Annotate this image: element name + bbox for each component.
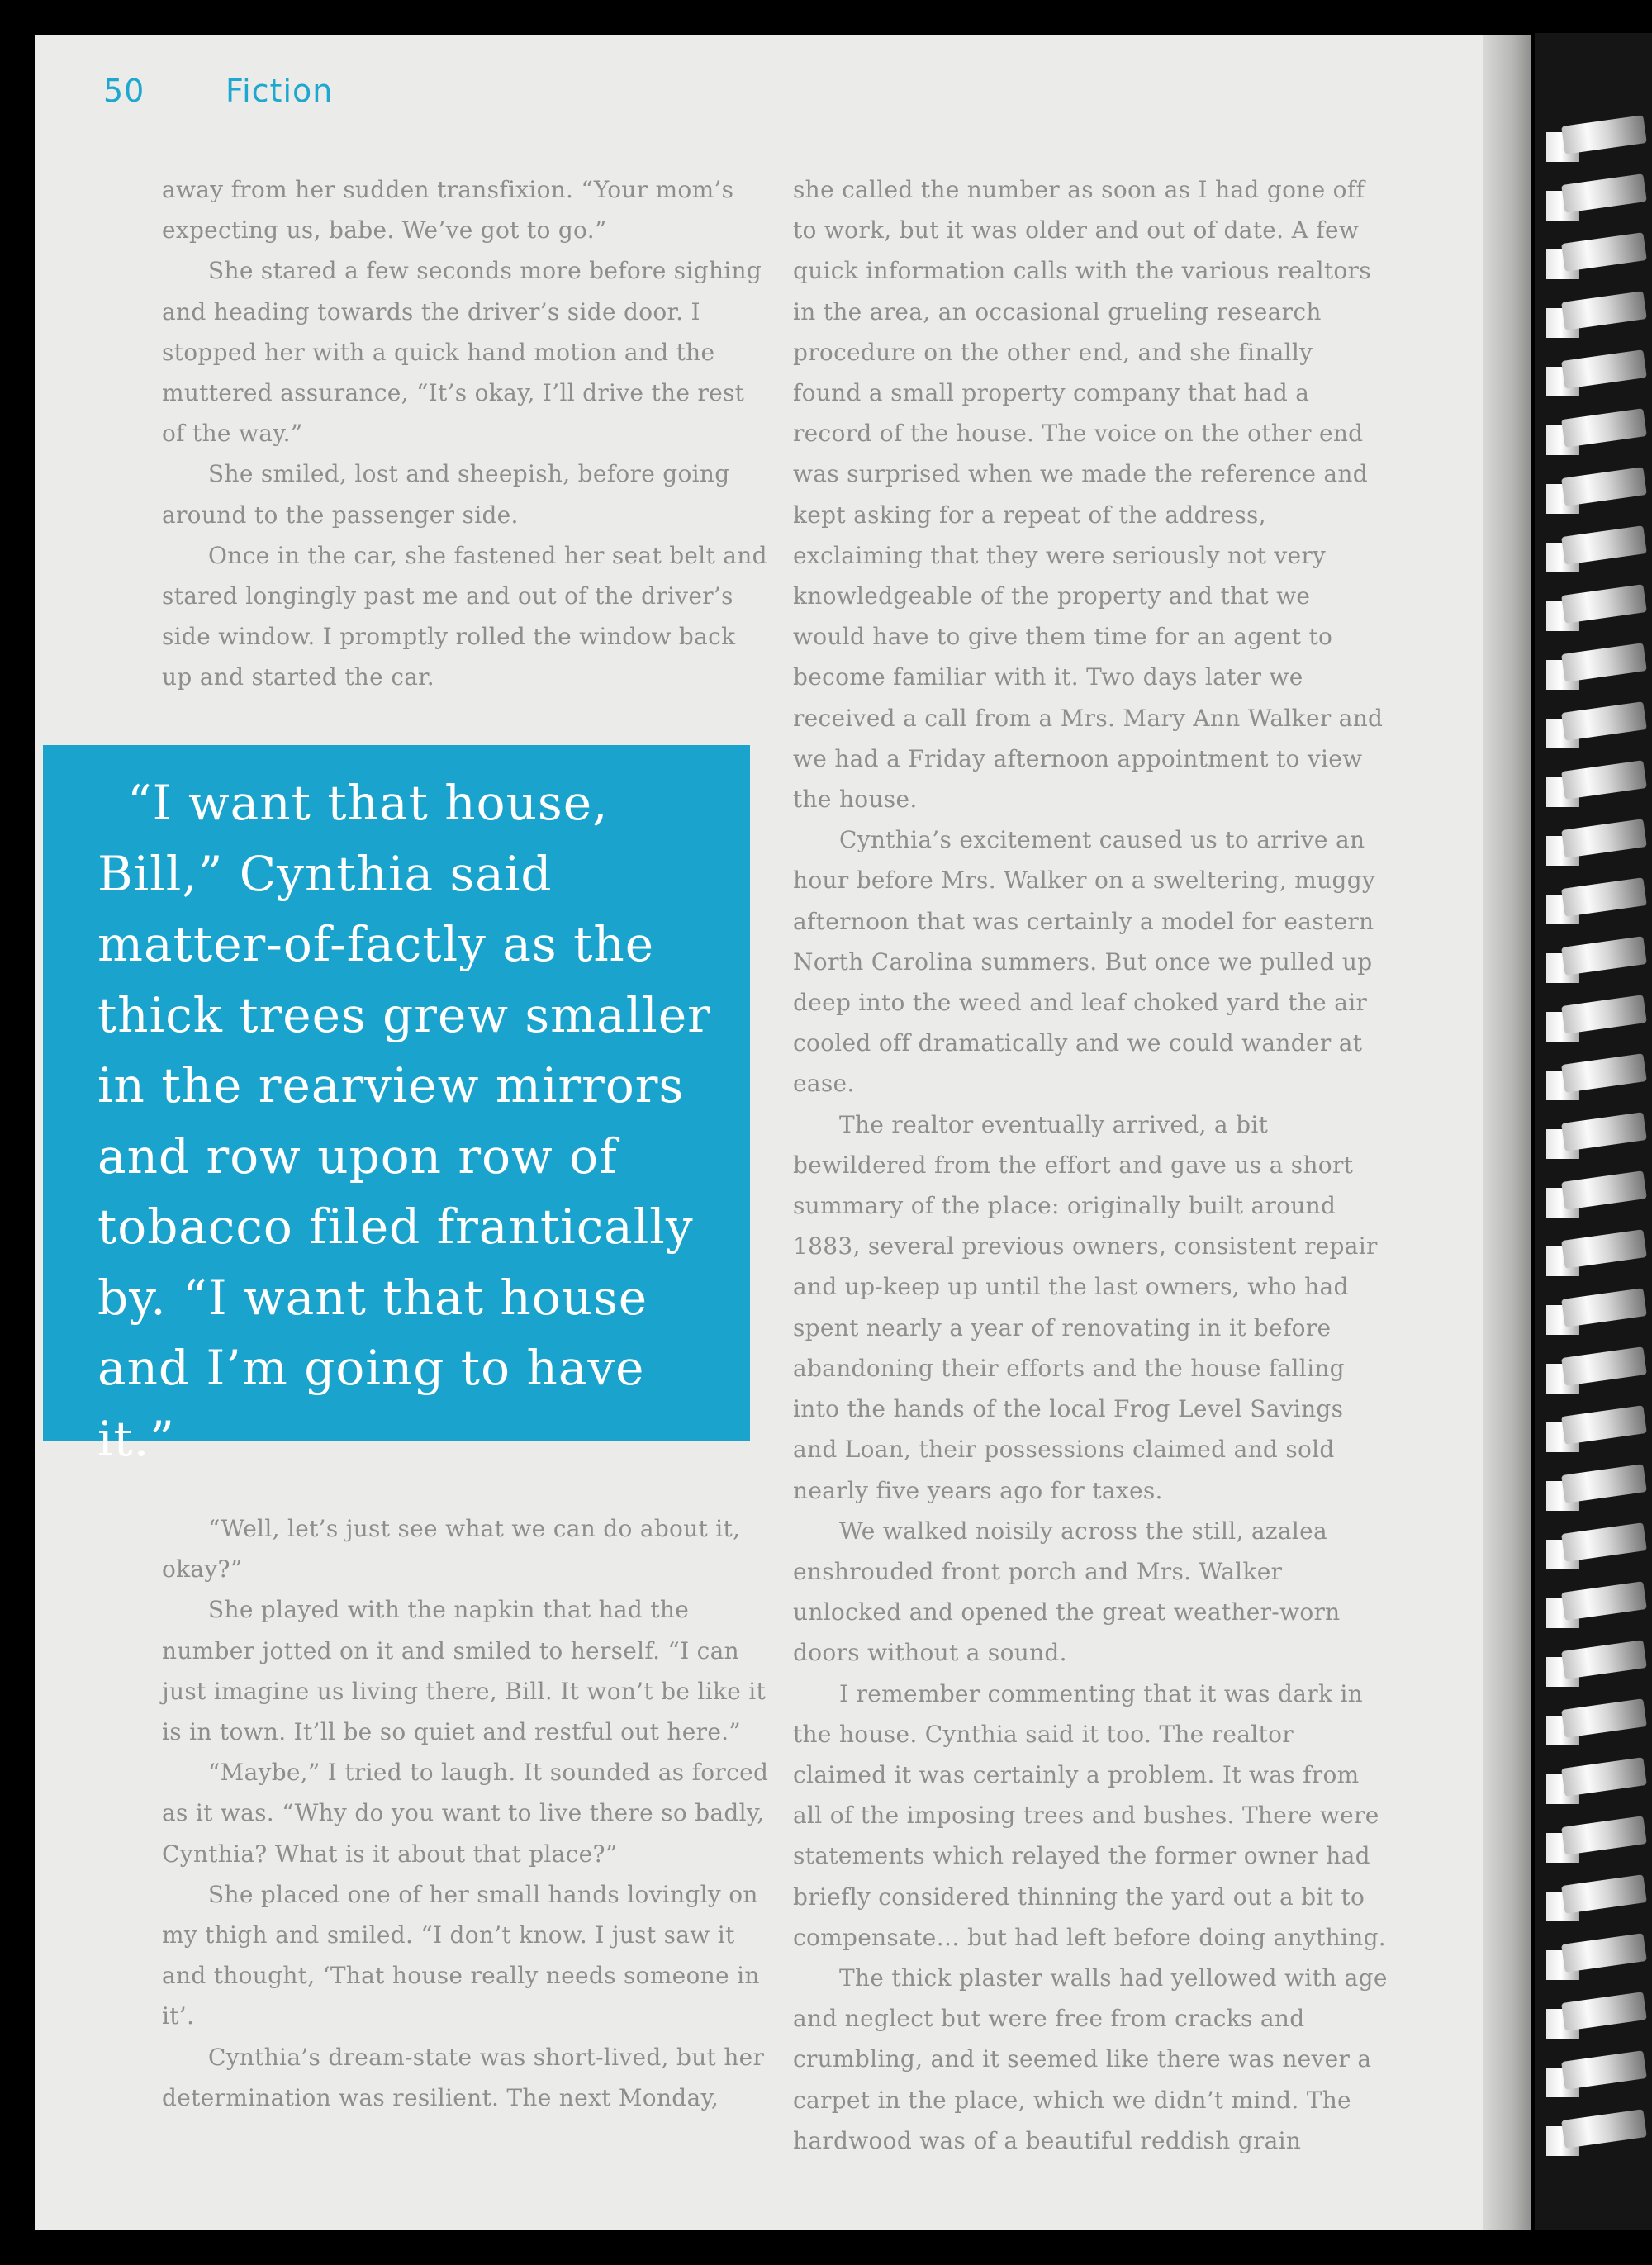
page-number: 50 <box>103 73 145 109</box>
paragraph: She played with the napkin that had the number jotted on it and smiled to herself. “I can just imagine us living there, Bill. It won’t be like it is in town. It’ll be so quiet and restful out here.” <box>162 1596 767 1746</box>
paragraph: I remember commenting that it was dark in the house. Cynthia said it too. The realtor claimed it was certainly a problem. It was from all of the imposing trees and bushes. There were statements which relayed the former owner had briefly considered thinning the yard out a bit to compensate… but had left before doing anything. <box>793 1679 1387 1951</box>
left-column-top <box>162 169 773 698</box>
right-column <box>793 169 1388 2161</box>
paragraph: “Maybe,” I tried to laugh. It sounded as forced as it was. “Why do you want to live there so badly, Cynthia? What is it about that place?” <box>162 1759 769 1868</box>
paragraph: “Well, let’s just see what we can do about it, okay?” <box>162 1515 741 1584</box>
paragraph: Cynthia’s excitement caused us to arrive an hour before Mrs. Walker on a sweltering, muggy afternoon that was certainly a model for eastern North Carolina summers. But once we pulled up deep into the weed and leaf choked yard the air cooled off dramatically and we could wander at ease. <box>793 826 1376 1098</box>
pull-quote-box <box>43 745 750 1467</box>
paragraph: We walked noisily across the still, azalea enshrouded front porch and Mrs. Walker unlocked and opened the great weather-worn doors without a sound. <box>793 1517 1341 1667</box>
paragraph: Cynthia’s dream-state was short-lived, but her determination was resilient. The next Monday, <box>162 2043 765 2111</box>
pull-quote-text: “I want that house, Bill,” Cynthia said matter-of-factly as the thick trees grew smaller in the rearview mirrors and row upon row of tobacco filed frantically by. “I want that house and I’m going to have it.” <box>97 775 711 1467</box>
paragraph: she called the number as soon as I had gone off to work, but it was older and out of date. A few quick information calls with the various realtors in the area, an occasional grueling research procedure on the other end, and she finally found a small property company that had a record of the house. The voice on the other end was surprised when we made the reference and kept asking for a repeat of the address, exclaiming that they were seriously not very knowledgeable of the property and that we would have to give them time for an agent to become familiar with it. Two days later we received a call from a Mrs. Mary Ann Walker and we had a Friday afternoon appointment to view the house. <box>793 176 1384 814</box>
left-column-bottom <box>162 1508 773 2118</box>
paragraph: She smiled, lost and sheepish, before going around to the passenger side. <box>162 460 730 529</box>
paragraph: Once in the car, she fastened her seat belt and stared longingly past me and out of the driver’s side window. I promptly rolled the window back up and started the car. <box>162 541 767 691</box>
paragraph: She stared a few seconds more before sighing and heading towards the driver’s side door. I stopped her with a quick hand motion and the muttered assurance, “It’s okay, I’ll drive the rest of the way.” <box>162 257 762 448</box>
section-title: Fiction <box>225 73 334 109</box>
page-edge <box>1483 35 1531 2230</box>
paragraph: The thick plaster walls had yellowed with age and neglect but were free from cracks and crumbling, and it seemed like there was never a carpet in the place, which we didn’t mind. The hardwood was of a beautiful reddish grain <box>793 1963 1388 2154</box>
paragraph: away from her sudden transfixion. “Your mom’s expecting us, babe. We’ve got to go.” <box>162 176 734 245</box>
paragraph: She placed one of her small hands lovingly on my thigh and smiled. “I don’t know. I just saw it and thought, ‘That house really needs someone in it’. <box>162 1880 760 2030</box>
paragraph: The realtor eventually arrived, a bit bewildered from the effort and gave us a short summary of the place: originally built around 1883, several previous owners, consistent repair and up-keep up until the last owners, who had spent nearly a year of renovating in it before abandoning their efforts and the house falling into the hands of the local Frog Level Savings and Loan, their possessions claimed and sold nearly five years ago for taxes. <box>793 1110 1378 1504</box>
